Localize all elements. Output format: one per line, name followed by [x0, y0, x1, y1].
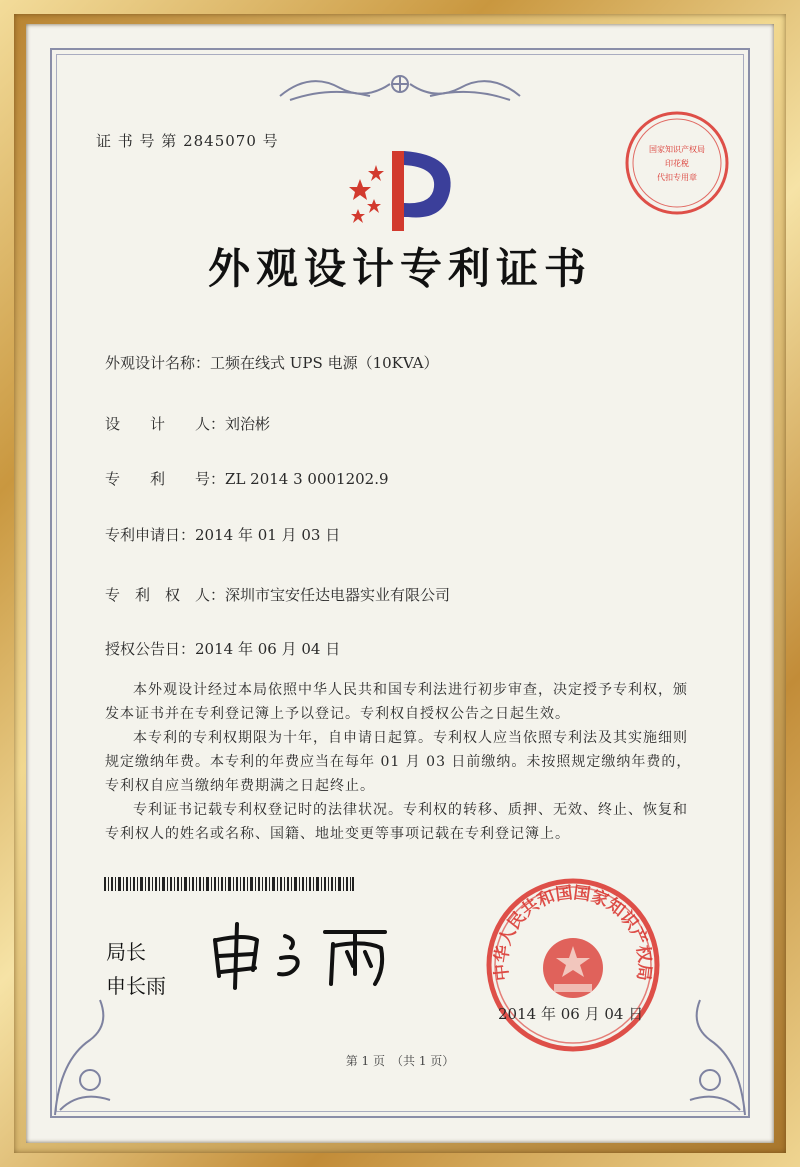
svg-text:中华人民共和国国家知识产权局: 中华人民共和国国家知识产权局 [491, 883, 655, 982]
certificate-title: 外观设计专利证书 [207, 244, 592, 293]
field-value: 深圳市宝安任达电器实业有限公司 [225, 586, 451, 604]
director-name: 申长雨 [106, 974, 166, 998]
svg-text:代扣专用章: 代扣专用章 [657, 173, 697, 182]
certificate-number: 证 书 号 第 2845070 号 [96, 132, 279, 150]
field-value: 2014 年 01 月 03 日 [195, 526, 341, 544]
field-designer [105, 413, 270, 434]
field-label: 外观设计名称： [105, 354, 211, 372]
paragraph-grant: 本外观设计经过本局依照中华人民共和国专利法进行初步审查，决定授予专利权，颁发本证书并在专利登记簿上予以登记。专利权自授权公告之日起生效。 [105, 682, 688, 722]
corner-ornament-bottom-right [670, 980, 750, 1120]
corner-ornament-bottom-left [50, 980, 130, 1120]
field-design-name [105, 352, 439, 373]
field-patent-number [105, 468, 389, 489]
field-label: 专 利 号： [105, 470, 226, 488]
field-value: ZL 2014 3 0001202.9 [225, 470, 389, 488]
field-label: 授权公告日： [105, 640, 196, 658]
field-label: 专利申请日： [105, 526, 196, 544]
director-title: 局长 [106, 940, 146, 964]
national-ip-seal [484, 876, 662, 1054]
field-grant-date [105, 638, 340, 659]
barcode [104, 877, 354, 891]
svg-text:印花税: 印花税 [665, 159, 689, 168]
patent-office-logo [338, 143, 462, 235]
svg-text:国家知识产权局: 国家知识产权局 [649, 145, 705, 154]
page-number: 第 1 页 （共 1 页） [345, 1054, 455, 1068]
field-patentee [105, 584, 450, 605]
paragraph-term: 本专利的专利权期限为十年，自申请日起算。专利权人应当依照专利法及其实施细则规定缴纳年费。本专利的年费应当在每年 01 月 03 日前缴纳。未按照规定缴纳年费的，专利权自应当缴纳年费期满之日起终止。 [105, 730, 692, 794]
handwritten-signature [205, 918, 415, 990]
field-value: 2014 年 06 月 04 日 [195, 640, 341, 658]
field-application-date [105, 524, 340, 545]
signature-date: 2014 年 06 月 04 日 [498, 1005, 644, 1023]
paragraph-legal-status: 专利证书记载专利权登记时的法律状况。专利权的转移、质押、无效、终止、恢复和专利权人的姓名或名称、国籍、地址变更等事项记载在专利登记簿上。 [105, 802, 688, 842]
field-label: 设 计 人： [105, 415, 226, 433]
field-value: 工频在线式 UPS 电源（10KVA） [210, 354, 439, 372]
field-label: 专 利 权 人： [105, 586, 226, 604]
field-value: 刘治彬 [225, 415, 271, 433]
tax-seal-top [622, 108, 732, 218]
top-ornament [270, 66, 530, 106]
